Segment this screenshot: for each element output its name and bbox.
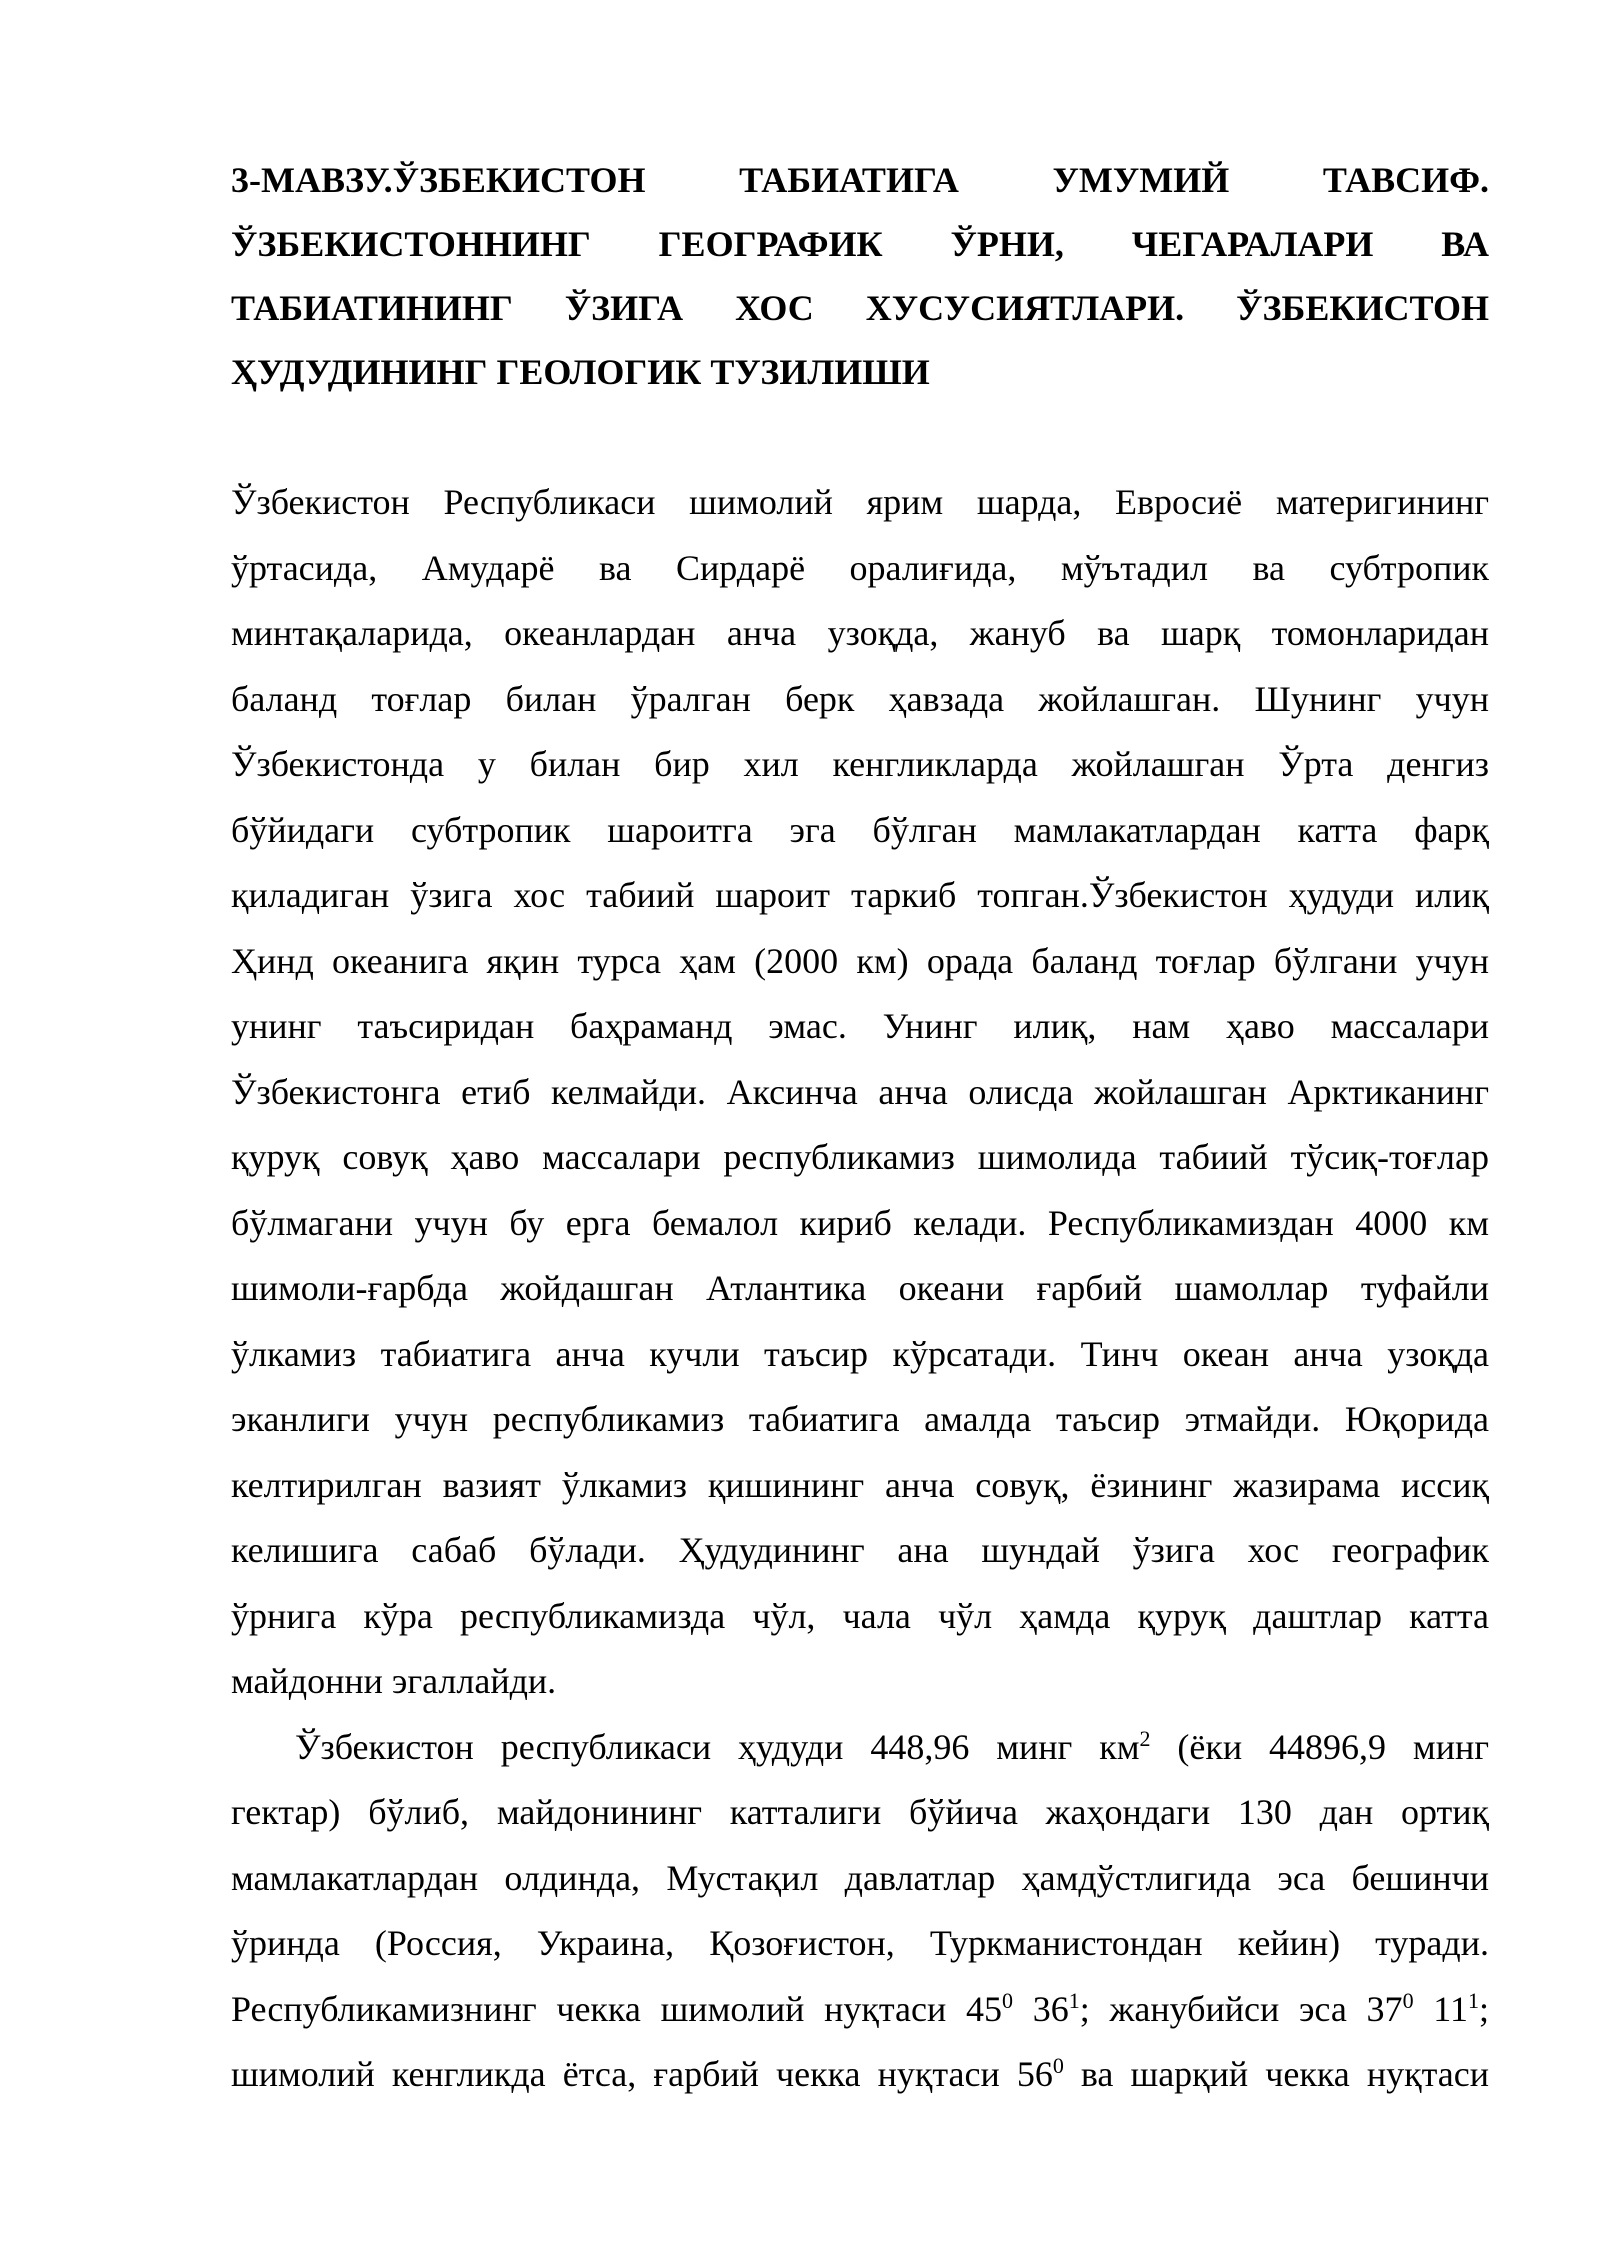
text-line [231, 1715, 1489, 1781]
text-line: гектар) бўлиб, майдонининг катталиги бўйича жаҳондаги 130 дан ортиқ [231, 1792, 1489, 1832]
text-line: ўртасида, Амударё ва Сирдарё оралиғида, мўътадил ва субтропик [231, 547, 1489, 588]
text-line: ўрнига кўра республикамизда чўл, чала чўл ҳамда қуруқ даштлар катта [231, 1595, 1489, 1636]
text-run: 11 [1413, 1988, 1468, 2029]
superscript: 1 [1467, 1987, 1479, 2013]
superscript: 1 [1068, 1987, 1080, 2013]
text-run: ; [1478, 1988, 1489, 2029]
text-run: (ёки 44896,9 минг [1150, 1726, 1489, 1767]
text-run: шимолий кенгликда ётса, ғарбий чекка нуқтаси 56 [231, 2054, 1053, 2094]
text-line: Ўзбекистонда у билан бир хил кенгликларда жойлашган Ўрта денгиз [231, 744, 1489, 784]
text-line: келтирилган вазият ўлкамиз қишининг анча совуқ, ёзининг жазирама иссиқ [231, 1464, 1489, 1505]
text-run: 36 [1013, 1988, 1069, 2029]
paragraph-1 [231, 470, 1489, 1715]
text-line: ўринда (Россия, Украина, Қозоғистон, Туркманистондан кейин) туради. [231, 1923, 1489, 1963]
superscript: 0 [1402, 1987, 1414, 2013]
text-run: Ўзбекистон республикаси ҳудуди 448,96 минг км [295, 1726, 1140, 1767]
body-text [231, 470, 1489, 2108]
text-line [231, 2042, 1489, 2108]
title-line-3: ТАБИАТИНИНГ ЎЗИГА ХОС ХУСУСИЯТЛАРИ. ЎЗБЕКИСТОН [231, 288, 1489, 328]
text-line: баланд тоғлар билан ўралган берк ҳавзада жойлашган. Шунинг учун [231, 678, 1489, 719]
text-line: унинг таъсиридан баҳраманд эмас. Унинг илиқ, нам ҳаво массалари [231, 1006, 1489, 1046]
text-line: майдонни эгаллайди. [231, 1661, 557, 1701]
text-line: Ўзбекистон Республикаси шимолий ярим шарда, Евросиё материгининг [231, 482, 1489, 522]
text-line: қуруқ совуқ ҳаво массалари республикамиз шимолида табиий тўсиқ-тоғлар [231, 1137, 1489, 1177]
text-line: бўйидаги субтропик шароитга эга бўлган мамлакатлардан катта фарқ [231, 809, 1489, 850]
text-line: бўлмагани учун бу ерга бемалол кириб келади. Республикамиздан 4000 км [231, 1202, 1489, 1243]
text-line: Ҳинд океанига яқин турса ҳам (2000 км) орада баланд тоғлар бўлгани учун [231, 940, 1489, 981]
title-line-2: ЎЗБЕКИСТОННИНГ ГЕОГРАФИК ЎРНИ, ЧЕГАРАЛАРИ ВА [231, 224, 1489, 264]
text-line: мамлакатлардан олдинда, Мустақил давлатлар ҳамдўстлигида эса бешинчи [231, 1857, 1489, 1898]
title-line-4: ҲУДУДИНИНГ ГЕОЛОГИК ТУЗИЛИШИ [231, 352, 930, 392]
text-line: шимоли-ғарбда жойдашган Атлантика океани ғарбий шамоллар туфайли [231, 1268, 1489, 1308]
superscript: 0 [1002, 1987, 1013, 2013]
page-title [231, 148, 1489, 404]
text-run: Республикамизнинг чекка шимолий нуқтаси 45 [231, 1988, 1002, 2029]
text-line: эканлиги учун республикамиз табиатига амалда таъсир этмайди. Юқорида [231, 1399, 1489, 1439]
text-line: қиладиган ўзига хос табиий шароит таркиб топган.Ўзбекистон ҳудуди илиқ [231, 875, 1489, 915]
text-line: келишига сабаб бўлади. Ҳудудининг ана шундай ўзига хос географик [231, 1530, 1489, 1570]
superscript: 0 [1052, 2053, 1064, 2078]
text-line: минтақаларида, океанлардан анча узоқда, жануб ва шарқ томонларидан [231, 613, 1489, 653]
text-line: Ўзбекистонга етиб келмайди. Аксинча анча олисда жойлашган Арктиканинг [231, 1071, 1489, 1112]
superscript: 2 [1139, 1725, 1151, 1751]
paragraph-2 [231, 1715, 1489, 2108]
title-line-1: 3-МАВЗУ.ЎЗБЕКИСТОН ТАБИАТИГА УМУМИЙ ТАВСИФ. [231, 160, 1489, 200]
text-line: ўлкамиз табиатига анча кучли таъсир кўрсатади. Тинч океан анча узоқда [231, 1333, 1489, 1374]
text-run: ; жанубийси эса 37 [1079, 1988, 1403, 2029]
text-line [231, 1977, 1489, 2043]
text-run: ва шарқий чекка нуқтаси [1063, 2054, 1489, 2094]
